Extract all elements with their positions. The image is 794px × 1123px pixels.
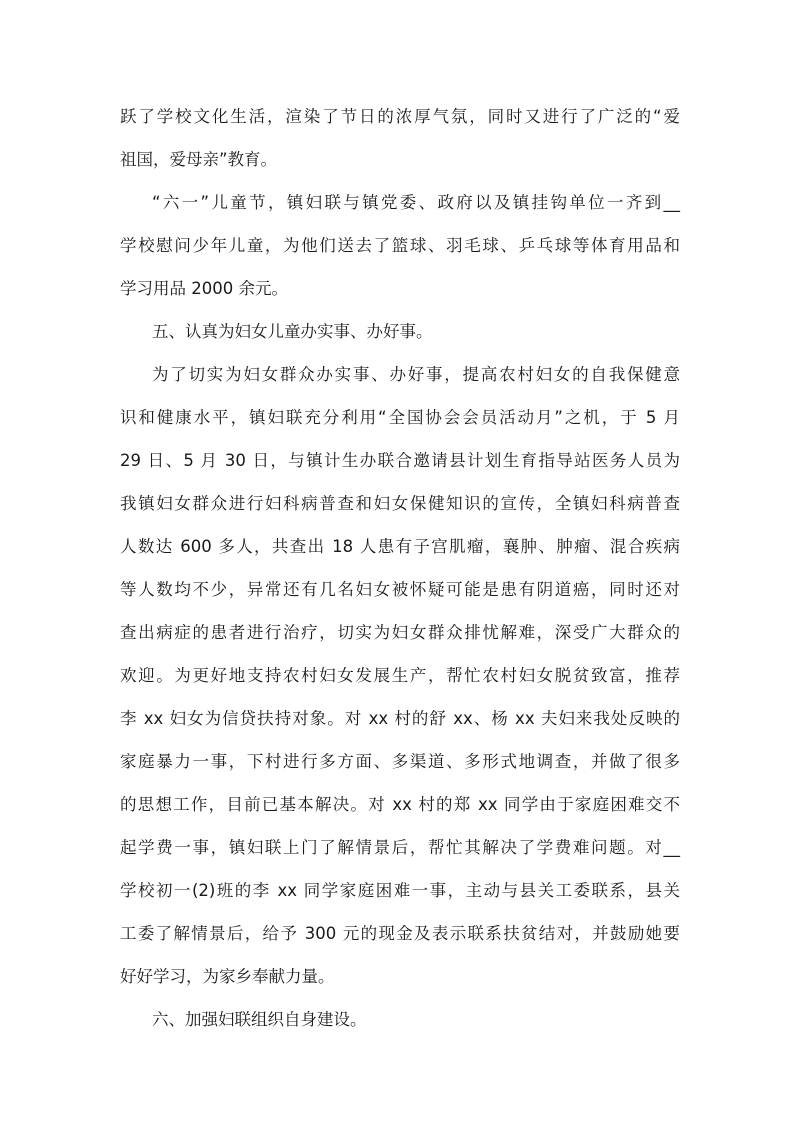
paragraph-line: 学校初一(2)班的李 xx 同学家庭困难一事，主动与县关工委联系，县关: [120, 881, 680, 900]
paragraph-line: 29 日、5 月 30 日，与镇计生办联合邀请县计划生育指导站医务人员为: [120, 451, 680, 470]
paragraph-line: 跃了学校文化生活，渲染了节日的浓厚气氛，同时又进行了广泛的“爱: [120, 107, 680, 126]
paragraph-line: 好好学习，为家乡奉献力量。: [120, 967, 335, 986]
paragraph-line: “六一”儿童节，镇妇联与镇党委、政府以及镇挂钩单位一齐到__: [152, 193, 680, 212]
section-heading: 六、加强妇联组织自身建设。: [152, 1010, 367, 1029]
paragraph-line: 我镇妇女群众进行妇科病普查和妇女保健知识的宣传，全镇妇科病普查: [120, 494, 680, 513]
paragraph-line: 工委了解情景后，给予 300 元的现金及表示联系扶贫结对，并鼓励她要: [120, 924, 680, 943]
paragraph-line: 李 xx 妇女为信贷扶持对象。对 xx 村的舒 xx、杨 xx 夫妇来我处反映的: [120, 709, 680, 728]
paragraph-line: 查出病症的患者进行治疗，切实为妇女群众排忧解难，深受广大群众的: [120, 623, 680, 642]
paragraph-line: 为了切实为妇女群众办实事、办好事，提高农村妇女的自我保健意: [152, 365, 680, 384]
paragraph-line: 学习用品 2000 余元。: [120, 279, 288, 298]
paragraph-line: 家庭暴力一事，下村进行多方面、多渠道、多形式地调查，并做了很多: [120, 752, 680, 771]
paragraph-line: 祖国，爱母亲”教育。: [120, 150, 278, 169]
paragraph-line: 学校慰问少年儿童，为他们送去了篮球、羽毛球、乒乓球等体育用品和: [120, 236, 680, 255]
paragraph-line: 欢迎。为更好地支持农村妇女发展生产，帮忙农村妇女脱贫致富，推荐: [120, 666, 680, 685]
paragraph-line: 等人数均不少，异常还有几名妇女被怀疑可能是患有阴道癌，同时还对: [120, 580, 680, 599]
section-heading: 五、认真为妇女儿童办实事、办好事。: [152, 322, 433, 341]
paragraph-line: 识和健康水平，镇妇联充分利用“全国协会会员活动月”之机，于 5 月: [120, 408, 680, 427]
paragraph-line: 人数达 600 多人，共查出 18 人患有子宫肌瘤，襄肿、肿瘤、混合疾病: [120, 537, 680, 556]
paragraph-line: 的思想工作，目前已基本解决。对 xx 村的郑 xx 同学由于家庭困难交不: [120, 795, 680, 814]
paragraph-line: 起学费一事，镇妇联上门了解情景后，帮忙其解决了学费难问题。对__: [120, 838, 680, 857]
